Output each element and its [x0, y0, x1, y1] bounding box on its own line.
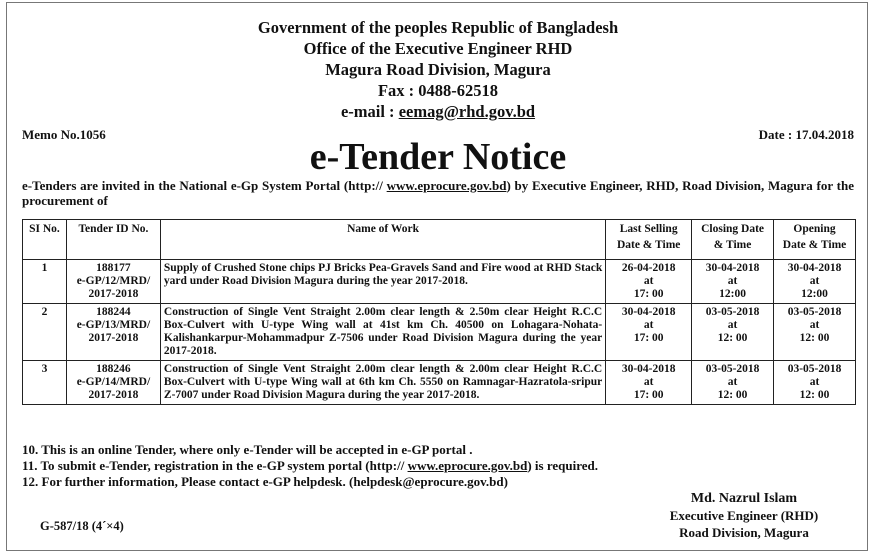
- header-fax: Fax : 0488-62518: [377, 81, 499, 100]
- opening-date: 30-04-2018: [787, 262, 842, 274]
- closing-at: at: [727, 275, 738, 287]
- closing-date: 03-05-2018: [705, 306, 760, 318]
- tender-id-ref: e-GP/12/MRD/: [76, 275, 151, 287]
- intro-text-start: e-Tenders are invited in the National e-Gp System Portal (http://: [22, 178, 387, 193]
- opening-time: 12: 00: [799, 389, 830, 401]
- note-10: 10. This is an online Tender, where only e-Tender will be accepted in e-GP portal .: [22, 442, 473, 457]
- closing-time: 12: 00: [717, 332, 748, 344]
- tender-id-number: 188246: [96, 363, 131, 375]
- col-header-opening: [774, 220, 856, 260]
- tender-table: [22, 219, 856, 405]
- table-row: [23, 361, 856, 405]
- intro-paragraph: [22, 178, 854, 208]
- memo-number: Memo No.1056: [22, 127, 106, 142]
- last-selling-date: 26-04-2018: [621, 262, 676, 274]
- header-division: Magura Road Division, Magura: [325, 60, 551, 79]
- col-header-name-of-work: Name of Work: [160, 220, 605, 260]
- note-11-text-start: 11. To submit e-Tender, registration in the e-GP system portal (http://: [22, 458, 408, 473]
- col-header-closing-line1: Closing Date: [701, 223, 765, 235]
- signature-block: [644, 490, 844, 541]
- gp-reference: G-587/18 (4´×4): [40, 519, 124, 533]
- cell-last-selling: [606, 260, 692, 304]
- closing-date: 03-05-2018: [705, 363, 760, 375]
- last-selling-at: at: [643, 275, 654, 287]
- eprocure-link[interactable]: www.eprocure.gov.bd: [386, 178, 507, 193]
- cell-sl: 2: [23, 304, 67, 361]
- last-selling-date: 30-04-2018: [621, 363, 676, 375]
- cell-tender-id: [66, 260, 160, 304]
- table-row: [23, 304, 856, 361]
- last-selling-time: 17: 00: [633, 288, 664, 300]
- cell-opening: [774, 260, 856, 304]
- email-label: e-mail :: [340, 102, 399, 121]
- email-link[interactable]: eemag@rhd.gov.bd: [398, 102, 536, 121]
- col-header-opening-line1: Opening: [793, 223, 836, 235]
- cell-name-of-work: Construction of Single Vent Straight 2.00m clear length & 2.00m clear Height R.C.C Box-Culvert with U-type Wing wall at 6th km Ch. 5550 on Ramnagar-Hazratola-sripur Z-7007 under Road Division Magura during the year 2017-2018.: [160, 361, 605, 405]
- opening-date: 03-05-2018: [787, 306, 842, 318]
- closing-time: 12:00: [719, 288, 746, 300]
- note-11-eprocure-link[interactable]: www.eprocure.gov.bd: [407, 458, 528, 473]
- tender-id-ref: e-GP/14/MRD/: [76, 376, 151, 388]
- cell-sl: 1: [23, 260, 67, 304]
- col-header-last-selling-line1: Last Selling: [619, 223, 678, 235]
- note-11-text-end: ) is required.: [527, 458, 599, 473]
- cell-tender-id: [66, 304, 160, 361]
- header-email-line: [0, 102, 876, 122]
- opening-at: at: [809, 376, 820, 388]
- cell-closing: [692, 361, 774, 405]
- tender-id-year: 2017-2018: [88, 332, 139, 344]
- col-header-opening-line2: Date & Time: [782, 239, 847, 251]
- note-11: [22, 458, 598, 474]
- signatory-name: Md. Nazrul Islam: [690, 491, 798, 506]
- tender-id-ref: e-GP/13/MRD/: [76, 319, 151, 331]
- notes-section: [22, 442, 598, 490]
- cell-opening: [774, 304, 856, 361]
- closing-date: 30-04-2018: [705, 262, 760, 274]
- last-selling-at: at: [643, 319, 654, 331]
- tender-id-year: 2017-2018: [88, 288, 139, 300]
- col-header-closing: [692, 220, 774, 260]
- opening-time: 12: 00: [799, 332, 830, 344]
- closing-at: at: [727, 376, 738, 388]
- page-title: e-Tender Notice: [309, 136, 567, 178]
- header-office: Office of the Executive Engineer RHD: [303, 39, 573, 58]
- cell-tender-id: [66, 361, 160, 405]
- col-header-sl: SI No.: [23, 220, 67, 260]
- opening-date: 03-05-2018: [787, 363, 842, 375]
- closing-at: at: [727, 319, 738, 331]
- tender-id-year: 2017-2018: [88, 389, 139, 401]
- cell-closing: [692, 304, 774, 361]
- cell-closing: [692, 260, 774, 304]
- signatory-office: Road Division, Magura: [679, 525, 809, 540]
- cell-name-of-work: Construction of Single Vent Straight 2.00m clear length & 2.50m clear Height R.C.C Box-Culvert with U-type Wing wall at 41st km Ch. 40500 on Lohagara-Nohata-Kalishankarpur-Mohammadpur Z-7506 under Road Division Magura during the year 2017-2018.: [160, 304, 605, 361]
- note-12: 12. For further information, Please contact e-GP helpdesk. (helpdesk@eprocure.gov.bd): [22, 474, 508, 489]
- cell-last-selling: [606, 361, 692, 405]
- cell-sl: 3: [23, 361, 67, 405]
- closing-time: 12: 00: [717, 389, 748, 401]
- table-header-row: [23, 220, 856, 260]
- cell-last-selling: [606, 304, 692, 361]
- opening-time: 12:00: [801, 288, 828, 300]
- tender-id-number: 188244: [96, 306, 131, 318]
- col-header-tender-id: Tender ID No.: [66, 220, 160, 260]
- last-selling-time: 17: 00: [633, 332, 664, 344]
- col-header-last-selling-line2: Date & Time: [616, 239, 681, 251]
- last-selling-date: 30-04-2018: [621, 306, 676, 318]
- opening-at: at: [809, 275, 820, 287]
- notice-date: Date : 17.04.2018: [758, 127, 854, 142]
- intro-text-end: ) by Executive Engineer, RHD, Road Division, Magura for the procurement of: [22, 178, 854, 208]
- cell-name-of-work: Supply of Crushed Stone chips PJ Bricks Pea-Gravels Sand and Fire wood at RHD Stack yard under Road Division Magura during the year 2017-2018.: [160, 260, 605, 304]
- table-row: [23, 260, 856, 304]
- last-selling-time: 17: 00: [633, 389, 664, 401]
- col-header-last-selling: [606, 220, 692, 260]
- tender-id-number: 188177: [96, 262, 131, 274]
- header-government: Government of the peoples Republic of Bangladesh: [257, 18, 619, 37]
- last-selling-at: at: [643, 376, 654, 388]
- col-header-closing-line2: & Time: [713, 239, 752, 251]
- opening-at: at: [809, 319, 820, 331]
- signatory-designation: Executive Engineer (RHD): [669, 508, 819, 523]
- cell-opening: [774, 361, 856, 405]
